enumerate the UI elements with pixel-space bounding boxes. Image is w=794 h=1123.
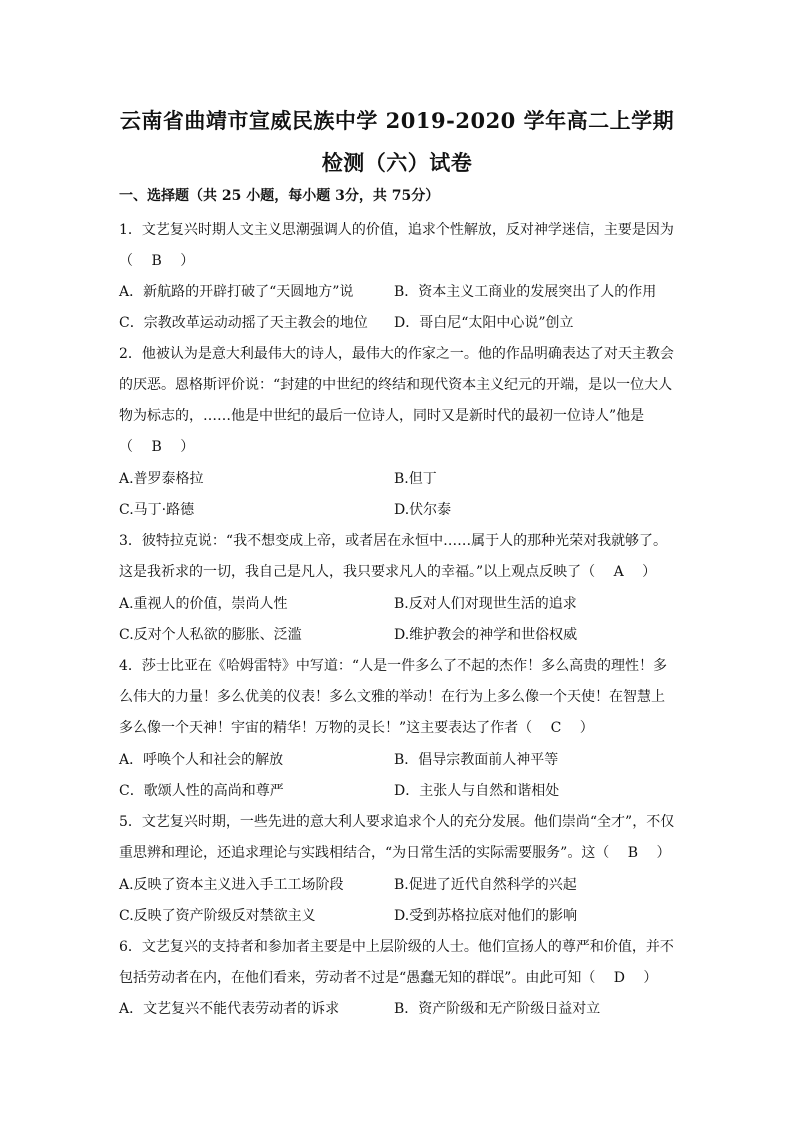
q2-option-a: A.普罗泰格拉 xyxy=(119,471,204,487)
q4-stem-line3: 多么像一个天神！宇宙的精华！万物的灵长！”这主要表达了作者（ C ） xyxy=(119,720,594,736)
q1-option-b: B．资本主义工商业的发展突出了人的作用 xyxy=(394,284,657,300)
q4-stem-line1: 4．莎士比亚在《哈姆雷特》中写道：“人是一件多么了不起的杰作！多么高贵的理性！多 xyxy=(119,658,668,674)
q5-stem-line2: 重思辨和理论，还追求理论与实践相结合，“为日常生活的实际需要服务”。这（ B ） xyxy=(119,845,671,861)
section-heading: 一、选择题（共 25 小题，每小题 3分，共 75分） xyxy=(119,188,440,204)
exam-title-line1: 云南省曲靖市宣威民族中学 2019-2020 学年高二上学期 xyxy=(119,108,675,133)
q1-option-a: A．新航路的开辟打破了“天圆地方”说 xyxy=(119,284,354,300)
q5-option-a: A.反映了资本主义进入手工工场阶段 xyxy=(119,877,344,893)
q2-stem-line4: （ B ） xyxy=(119,439,195,455)
q1-option-c: C．宗教改革运动动摇了天主教会的地位 xyxy=(119,315,368,331)
q6-option-b: B．资产阶级和无产阶级日益对立 xyxy=(394,1001,601,1017)
q6-stem-line2: 包括劳动者在内，在他们看来，劳动者不过是“愚蠢无知的群氓”。由此可知（ D ） xyxy=(119,970,658,986)
q4-option-b: B．倡导宗教面前人神平等 xyxy=(394,752,559,768)
q5-option-d: D.受到苏格拉底对他们的影响 xyxy=(394,908,578,924)
q2-option-c: C.马丁·路德 xyxy=(119,502,195,518)
q2-option-b: B.但丁 xyxy=(394,471,437,487)
q2-option-d: D.伏尔泰 xyxy=(394,502,452,518)
q3-option-c: C.反对个人私欲的膨胀、泛滥 xyxy=(119,627,302,643)
q1-stem-line1: 1．文艺复兴时期人文主义思潮强调人的价值，追求个性解放，反对神学迷信，主要是因为 xyxy=(119,222,674,238)
q1-stem-line2: （ B ） xyxy=(119,253,195,269)
q4-option-a: A．呼唤个人和社会的解放 xyxy=(119,752,284,768)
q2-stem-line1: 2．他被认为是意大利最伟大的诗人，最伟大的作家之一。他的作品明确表达了对天主教会 xyxy=(119,346,674,362)
q3-option-d: D.维护教会的神学和世俗权威 xyxy=(394,627,578,643)
q4-option-d: D．主张人与自然和谐相处 xyxy=(394,783,560,799)
q3-stem-line2: 这是我祈求的一切，我自己是凡人，我只要求凡人的幸福。”以上观点反映了（ A ） xyxy=(119,564,657,580)
exam-title-line2: 检测（六）试卷 xyxy=(321,150,473,175)
q5-option-c: C.反映了资产阶级反对禁欲主义 xyxy=(119,908,316,924)
q4-option-c: C．歌颂人性的高尚和尊严 xyxy=(119,783,284,799)
q6-option-a: A．文艺复兴不能代表劳动者的诉求 xyxy=(119,1001,340,1017)
q3-option-b: B.反对人们对现世生活的追求 xyxy=(394,596,577,612)
q3-option-a: A.重视人的价值，崇尚人性 xyxy=(119,596,288,612)
q4-stem-line2: 么伟大的力量！多么优美的仪表！多么文雅的举动！在行为上多么像一个天使！在智慧上 xyxy=(119,689,665,705)
q2-stem-line2: 的厌恶。恩格斯评价说：“封建的中世纪的终结和现代资本主义纪元的开端，是以一位大人 xyxy=(119,377,673,393)
q5-stem-line1: 5．文艺复兴时期，一些先进的意大利人要求追求个人的充分发展。他们崇尚“全才”，不仅 xyxy=(119,814,675,830)
q3-stem-line1: 3．彼特拉克说：“我不想变成上帝，或者居在永恒中……属于人的那种光荣对我就够了。 xyxy=(119,533,668,549)
q6-stem-line1: 6．文艺复兴的支持者和参加者主要是中上层阶级的人士。他们宣扬人的尊严和价值，并不 xyxy=(119,939,674,955)
q5-option-b: B.促进了近代自然科学的兴起 xyxy=(394,877,577,893)
q2-stem-line3: 物为标志的，……他是中世纪的最后一位诗人，同时又是新时代的最初一位诗人”他是 xyxy=(119,408,645,424)
q1-option-d: D．哥白尼“太阳中心说”创立 xyxy=(394,315,574,331)
